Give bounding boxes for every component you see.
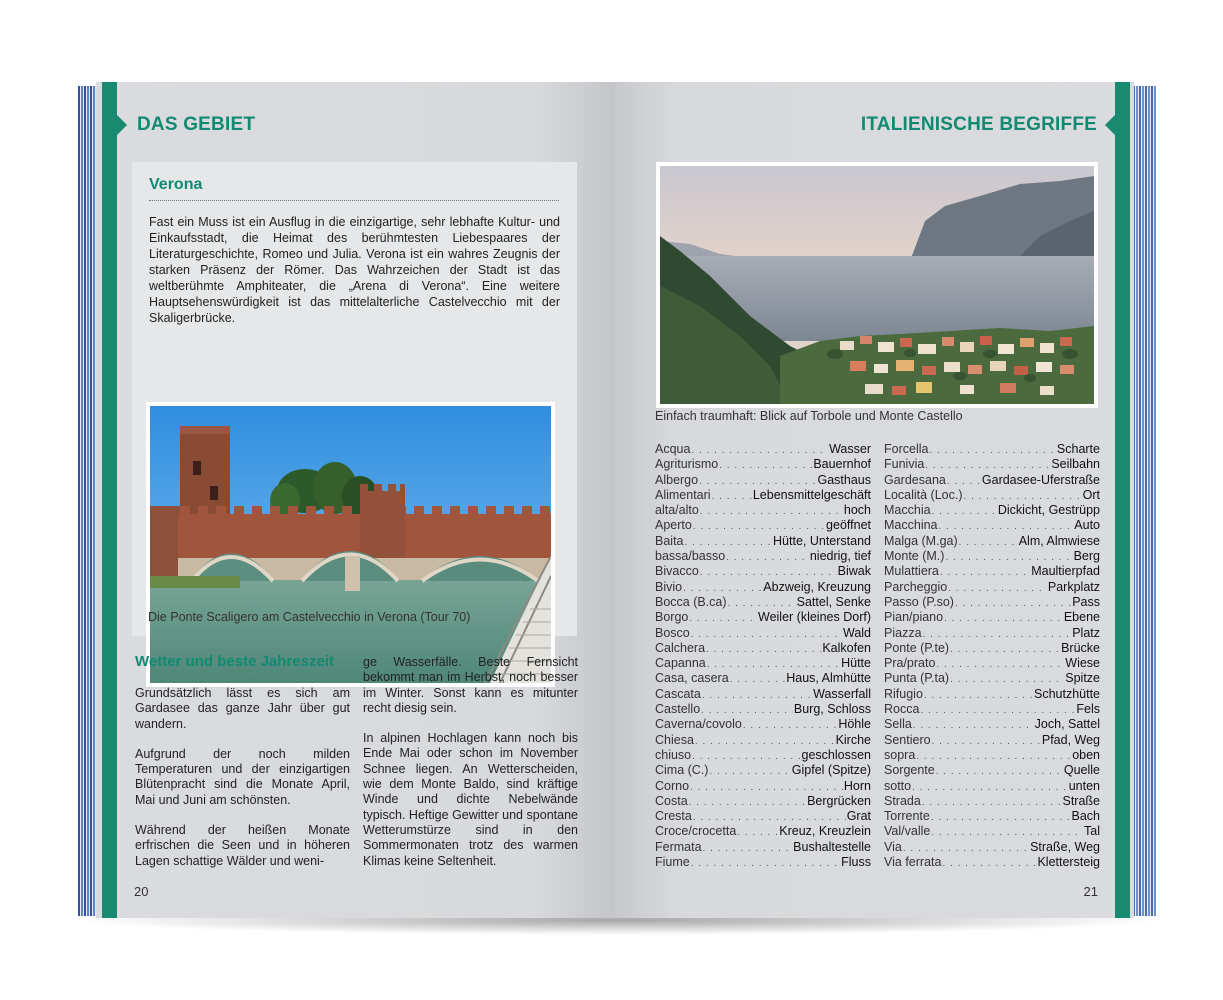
dot-leader bbox=[712, 489, 752, 504]
german-translation: Berg bbox=[1073, 549, 1100, 564]
glossary-entry bbox=[884, 580, 1100, 595]
glossary-entry bbox=[884, 733, 1100, 748]
glossary-entry bbox=[884, 656, 1100, 671]
german-translation: Joch, Sattel bbox=[1034, 717, 1100, 732]
italian-term: Torrente bbox=[884, 809, 930, 824]
dot-leader bbox=[689, 795, 806, 810]
italian-term: Costa bbox=[655, 793, 688, 808]
glossary-entry bbox=[655, 763, 871, 778]
dot-leader bbox=[925, 458, 1050, 473]
dot-leader bbox=[916, 749, 1071, 764]
weather-paragraph: Grundsätzlich lässt es sich am Gardasee das ganze Jahr über gut wandern. bbox=[135, 686, 350, 731]
german-translation: Abzweig, Kreuzung bbox=[763, 579, 871, 594]
italian-term: Pian/piano bbox=[884, 610, 944, 625]
italian-term: Rifugio bbox=[884, 686, 923, 701]
page-number: 21 bbox=[1083, 884, 1098, 899]
glossary-entry bbox=[884, 824, 1100, 839]
glossary-entry bbox=[884, 534, 1100, 549]
glossary-entry bbox=[655, 702, 871, 717]
torbole-photo bbox=[656, 162, 1098, 408]
italian-term: Punta (P.ta) bbox=[884, 671, 950, 686]
italian-term: Castello bbox=[655, 702, 701, 717]
glossary-entry bbox=[655, 687, 871, 702]
glossary-entry bbox=[884, 779, 1100, 794]
dot-leader bbox=[701, 703, 793, 718]
german-translation: Gipfel (Spitze) bbox=[791, 763, 871, 778]
glossary-entry bbox=[655, 580, 871, 595]
german-translation: Klettersteig bbox=[1037, 855, 1100, 870]
dot-leader bbox=[693, 519, 825, 534]
chapter-tab-arrow-icon bbox=[117, 115, 127, 135]
dot-leader bbox=[707, 657, 840, 672]
italian-term: Alimentari bbox=[655, 487, 711, 502]
german-translation: Tal bbox=[1084, 824, 1100, 839]
chapter-marker-strip bbox=[102, 82, 117, 918]
german-translation: Fluss bbox=[841, 855, 871, 870]
italian-term: Acqua bbox=[655, 442, 691, 456]
glossary-entry bbox=[655, 626, 871, 641]
dot-leader bbox=[964, 489, 1082, 504]
glossary-entry bbox=[884, 671, 1100, 686]
torbole-photo-caption: Einfach traumhaft: Blick auf Torbole und Monte Castello bbox=[655, 409, 963, 423]
dot-leader bbox=[931, 810, 1071, 825]
german-translation: Gardasee-Uferstraße bbox=[981, 472, 1100, 487]
glossary-entry bbox=[655, 564, 871, 579]
italian-term: Parcheggio bbox=[884, 579, 948, 594]
italian-term: Croce/crocetta bbox=[655, 824, 737, 839]
glossary-entry bbox=[655, 855, 871, 870]
glossary-entry bbox=[884, 626, 1100, 641]
german-translation: Ebene bbox=[1063, 610, 1100, 625]
glossary-entry bbox=[884, 457, 1100, 472]
dot-leader bbox=[689, 611, 757, 626]
german-translation: Seilbahn bbox=[1051, 457, 1100, 472]
german-translation: Höhle bbox=[838, 717, 871, 732]
italian-term: Cascata bbox=[655, 686, 701, 701]
german-translation: Platz bbox=[1072, 625, 1100, 640]
italian-term: Chiesa bbox=[655, 732, 694, 747]
italian-term: Corno bbox=[655, 778, 690, 793]
dot-leader bbox=[947, 474, 981, 489]
left-page bbox=[96, 82, 614, 918]
german-translation: Bushaltestelle bbox=[793, 839, 871, 854]
glossary-entry bbox=[655, 809, 871, 824]
german-translation: Alm, Almwiese bbox=[1018, 533, 1100, 548]
german-translation: Fels bbox=[1076, 702, 1100, 717]
german-translation: Parkplatz bbox=[1047, 579, 1100, 594]
german-translation: Pass bbox=[1072, 594, 1100, 609]
italian-term: Malga (M.ga) bbox=[884, 533, 958, 548]
german-translation: Wald bbox=[842, 625, 871, 640]
glossary-entry bbox=[884, 794, 1100, 809]
italian-term: Caverna/covolo bbox=[655, 717, 742, 732]
dot-leader bbox=[709, 764, 790, 779]
german-translation: Pfad, Weg bbox=[1041, 732, 1100, 747]
dot-leader bbox=[931, 825, 1083, 840]
glossary-entry bbox=[655, 503, 871, 518]
german-translation: Biwak bbox=[837, 564, 871, 579]
section-title: DAS GEBIET bbox=[137, 114, 256, 135]
german-translation: Wasserfall bbox=[813, 686, 871, 701]
weather-paragraph: In alpinen Hochlagen kann noch bis Ende Mai oder schon im November Schnee liegen. An Wetterscheiden, wie dem Monte Baldo, sind kräftige Winde und dichte Nebelwände typisch. Heftige Gewitter und spontane Wetterumstürze sind in den Sommermonaten trotz des warmen Klimas keine Seltenheit. bbox=[363, 731, 578, 868]
italian-term: Fiume bbox=[655, 855, 690, 870]
verona-infobox bbox=[132, 162, 577, 636]
glossary-entry bbox=[655, 748, 871, 763]
glossary-entry bbox=[884, 641, 1100, 656]
german-translation: Straße, Weg bbox=[1030, 839, 1100, 854]
german-translation: oben bbox=[1072, 747, 1100, 762]
dot-leader bbox=[685, 535, 773, 550]
glossary-entry bbox=[884, 488, 1100, 503]
infobox-heading: Verona bbox=[149, 176, 559, 201]
dot-leader bbox=[948, 581, 1047, 596]
german-translation: Bergrücken bbox=[807, 793, 871, 808]
glossary-entry bbox=[884, 595, 1100, 610]
dot-leader bbox=[942, 856, 1036, 871]
glossary-entry bbox=[884, 442, 1100, 457]
dot-leader bbox=[939, 519, 1074, 534]
italian-term: Gardesana bbox=[884, 472, 946, 487]
german-translation: Horn bbox=[843, 778, 871, 793]
german-translation: Straße bbox=[1062, 793, 1100, 808]
glossary-entry bbox=[655, 442, 871, 457]
glossary-entry bbox=[884, 687, 1100, 702]
dot-leader bbox=[950, 672, 1064, 687]
dot-leader bbox=[913, 718, 1034, 733]
italian-term: Casa, casera bbox=[655, 671, 729, 686]
german-translation: Burg, Schloss bbox=[793, 702, 871, 717]
italian-term: Sorgente bbox=[884, 763, 935, 778]
italian-term: Baita bbox=[655, 533, 684, 548]
glossary-entry bbox=[884, 549, 1100, 564]
german-translation: Dickicht, Gestrüpp bbox=[997, 503, 1100, 518]
german-translation: Maultierpfad bbox=[1031, 564, 1100, 579]
german-translation: Brücke bbox=[1061, 640, 1100, 655]
weather-paragraph: ge Wasserfälle. Beste Fernsicht bekommt man im Herbst, noch besser im Winter. Sonst kann es mitunter recht diesig sein. bbox=[363, 655, 578, 715]
glossary-entry bbox=[655, 641, 871, 656]
german-translation: Hütte bbox=[841, 656, 871, 671]
dot-leader bbox=[700, 565, 837, 580]
italian-term: Via bbox=[884, 839, 902, 854]
dot-leader bbox=[912, 780, 1068, 795]
italian-term: Cresta bbox=[655, 809, 692, 824]
verona-photo-caption: Die Ponte Scaligero am Castelvecchio in Verona (Tour 70) bbox=[148, 610, 471, 624]
glossary-entry bbox=[655, 610, 871, 625]
dot-leader bbox=[950, 642, 1060, 657]
glossary-entry bbox=[884, 518, 1100, 533]
italian-term: Calchera bbox=[655, 640, 706, 655]
dot-leader bbox=[936, 764, 1063, 779]
german-translation: Bach bbox=[1071, 809, 1100, 824]
italian-term: Albergo bbox=[655, 472, 699, 487]
italian-term: Bivacco bbox=[655, 564, 699, 579]
dot-leader bbox=[719, 458, 812, 473]
german-translation: Wiese bbox=[1065, 656, 1100, 671]
dot-leader bbox=[690, 780, 843, 795]
dot-leader bbox=[940, 565, 1030, 580]
glossary-entry bbox=[884, 610, 1100, 625]
german-translation: Weiler (kleines Dorf) bbox=[758, 610, 871, 625]
italian-term: Località (Loc.) bbox=[884, 487, 963, 502]
italian-term: Funivia bbox=[884, 457, 925, 472]
dot-leader bbox=[691, 627, 842, 642]
glossary-entry bbox=[884, 763, 1100, 778]
glossary-entry bbox=[655, 840, 871, 855]
german-translation: Kalkofen bbox=[822, 640, 871, 655]
dot-leader bbox=[699, 474, 816, 489]
italian-term: Macchina bbox=[884, 518, 938, 533]
italian-term: sotto bbox=[884, 778, 912, 793]
italian-term: Cima (C.) bbox=[655, 763, 709, 778]
dot-leader bbox=[691, 856, 840, 871]
italian-term: Agriturismo bbox=[655, 457, 719, 472]
page-edges-right bbox=[1132, 86, 1156, 916]
chapter-tab-arrow-icon bbox=[1105, 115, 1115, 135]
dot-leader bbox=[903, 841, 1029, 856]
glossary-entry bbox=[655, 779, 871, 794]
right-page bbox=[614, 82, 1134, 918]
italian-term: Macchia bbox=[884, 503, 931, 518]
glossary-column-2 bbox=[884, 442, 1100, 870]
glossary-entry bbox=[655, 488, 871, 503]
glossary-entry bbox=[655, 518, 871, 533]
german-translation: Spitze bbox=[1065, 671, 1100, 686]
german-translation: Hütte, Unterstand bbox=[773, 533, 871, 548]
dot-leader bbox=[703, 841, 793, 856]
glossary-entry bbox=[655, 656, 871, 671]
italian-term: Bocca (B.ca) bbox=[655, 594, 727, 609]
weather-column-1 bbox=[135, 686, 350, 884]
italian-term: alta/alto bbox=[655, 503, 699, 518]
dot-leader bbox=[706, 642, 821, 657]
chapter-marker-strip bbox=[1115, 82, 1130, 918]
german-translation: Auto bbox=[1074, 518, 1100, 533]
glossary-entry bbox=[655, 473, 871, 488]
verona-bridge-photo bbox=[146, 402, 555, 687]
dot-leader bbox=[737, 825, 778, 840]
dot-leader bbox=[691, 443, 828, 458]
dot-leader bbox=[922, 795, 1062, 810]
german-translation: Lebensmittelgeschäft bbox=[752, 487, 871, 502]
glossary-entry bbox=[884, 809, 1100, 824]
dot-leader bbox=[945, 550, 1072, 565]
weather-heading: Wetter und beste Jahreszeit bbox=[135, 653, 334, 670]
italian-term: Passo (P.so) bbox=[884, 594, 954, 609]
glossary-entry bbox=[884, 840, 1100, 855]
italian-term: Fermata bbox=[655, 839, 702, 854]
italian-term: Ponte (P.te) bbox=[884, 640, 950, 655]
german-translation: Kirche bbox=[835, 732, 871, 747]
german-translation: Schutzhütte bbox=[1033, 686, 1100, 701]
italian-term: sopra bbox=[884, 747, 916, 762]
dot-leader bbox=[702, 688, 812, 703]
dot-leader bbox=[920, 703, 1075, 718]
torbole-lake-illustration bbox=[660, 166, 1094, 404]
italian-term: Bosco bbox=[655, 625, 690, 640]
dot-leader bbox=[936, 657, 1064, 672]
german-translation: geöffnet bbox=[826, 518, 871, 533]
dot-leader bbox=[743, 718, 837, 733]
dot-leader bbox=[944, 611, 1063, 626]
glossary-entry bbox=[655, 457, 871, 472]
german-translation: Gasthaus bbox=[817, 472, 871, 487]
dot-leader bbox=[683, 581, 762, 596]
weather-paragraph: Während der heißen Monate erfrischen die Seen und in höheren Lagen schattige Wälder und weni- bbox=[135, 823, 350, 868]
german-translation: Scharte bbox=[1056, 442, 1100, 456]
german-translation: Quelle bbox=[1063, 763, 1100, 778]
italian-term: Pra/prato bbox=[884, 656, 936, 671]
glossary-entry bbox=[655, 733, 871, 748]
dot-leader bbox=[728, 596, 796, 611]
german-translation: hoch bbox=[843, 503, 871, 518]
ponte-scaligero-illustration bbox=[150, 406, 551, 683]
italian-term: Val/valle bbox=[884, 824, 931, 839]
glossary-entry bbox=[655, 595, 871, 610]
glossary-entry bbox=[884, 503, 1100, 518]
glossary-column-1 bbox=[655, 442, 871, 870]
italian-term: Capanna bbox=[655, 656, 706, 671]
italian-term: Forcella bbox=[884, 442, 929, 456]
glossary-entry bbox=[655, 824, 871, 839]
glossary-entry bbox=[884, 855, 1100, 870]
german-translation: Wasser bbox=[829, 442, 871, 456]
weather-paragraph: Aufgrund der noch milden Temperaturen und der einzigartigen Blütenpracht sind die Monate April, Mai und Juni am schönsten. bbox=[135, 746, 350, 807]
italian-term: chiuso bbox=[655, 747, 692, 762]
dot-leader bbox=[955, 596, 1071, 611]
german-translation: Kreuz, Kreuzlein bbox=[779, 824, 871, 839]
glossary-entry bbox=[655, 717, 871, 732]
infobox-text: Fast ein Muss ist ein Ausflug in die einzigartige, sehr lebhafte Kultur- und Einkaufsstadt, die Heimat des berühmtesten Liebespaares der Literaturgeschichte, Romeo und Julia. Verona ist ein wahres Zeugnis der starken Präsenz der Römer. Das Wahrzeichen der Stadt ist das weltberühmte Amphiteater, die „Arena di Verona“. Eine weitere Hauptsehenswürdigkeit ist das mittelalterliche Castelvecchio mit der Skaligerbrücke. bbox=[149, 215, 560, 325]
italian-term: Aperto bbox=[655, 518, 692, 533]
weather-column-2 bbox=[363, 655, 578, 884]
glossary-entry bbox=[884, 473, 1100, 488]
glossary-entry bbox=[655, 549, 871, 564]
glossary-entry bbox=[884, 564, 1100, 579]
german-translation: Sattel, Senke bbox=[796, 594, 871, 609]
glossary-entry bbox=[655, 794, 871, 809]
section-title: ITALIENISCHE BEGRIFFE bbox=[860, 114, 1097, 135]
dot-leader bbox=[959, 535, 1018, 550]
italian-term: Monte (M.) bbox=[884, 549, 945, 564]
german-translation: unten bbox=[1068, 778, 1100, 793]
dot-leader bbox=[932, 734, 1041, 749]
german-translation: Ort bbox=[1082, 487, 1100, 502]
dot-leader bbox=[923, 627, 1072, 642]
german-translation: Haus, Almhütte bbox=[786, 671, 871, 686]
page-number: 20 bbox=[134, 884, 149, 899]
dot-leader bbox=[700, 504, 843, 519]
glossary-entry bbox=[655, 534, 871, 549]
italian-term: Sentiero bbox=[884, 732, 931, 747]
dot-leader bbox=[695, 734, 835, 749]
glossary-entry bbox=[884, 717, 1100, 732]
italian-term: Mulattiera bbox=[884, 564, 939, 579]
italian-term: Borgo bbox=[655, 610, 689, 625]
italian-term: Bivio bbox=[655, 579, 683, 594]
italian-term: Via ferrata bbox=[884, 855, 942, 870]
german-translation: niedrig, tief bbox=[809, 549, 871, 564]
italian-term: Rocca bbox=[884, 702, 920, 717]
german-translation: Bauernhof bbox=[813, 457, 871, 472]
italian-term: Piazza bbox=[884, 625, 922, 640]
dot-leader bbox=[730, 672, 786, 687]
dot-leader bbox=[924, 688, 1033, 703]
dot-leader bbox=[726, 550, 809, 565]
german-translation: Grat bbox=[846, 809, 871, 824]
dot-leader bbox=[929, 443, 1055, 458]
glossary-entry bbox=[655, 671, 871, 686]
glossary-entry bbox=[884, 748, 1100, 763]
glossary-entry bbox=[884, 702, 1100, 717]
dot-leader bbox=[932, 504, 997, 519]
italian-term: Strada bbox=[884, 793, 921, 808]
italian-term: bassa/basso bbox=[655, 549, 726, 564]
dot-leader bbox=[692, 749, 800, 764]
dot-leader bbox=[693, 810, 846, 825]
italian-term: Sella bbox=[884, 717, 912, 732]
german-translation: geschlossen bbox=[801, 747, 871, 762]
